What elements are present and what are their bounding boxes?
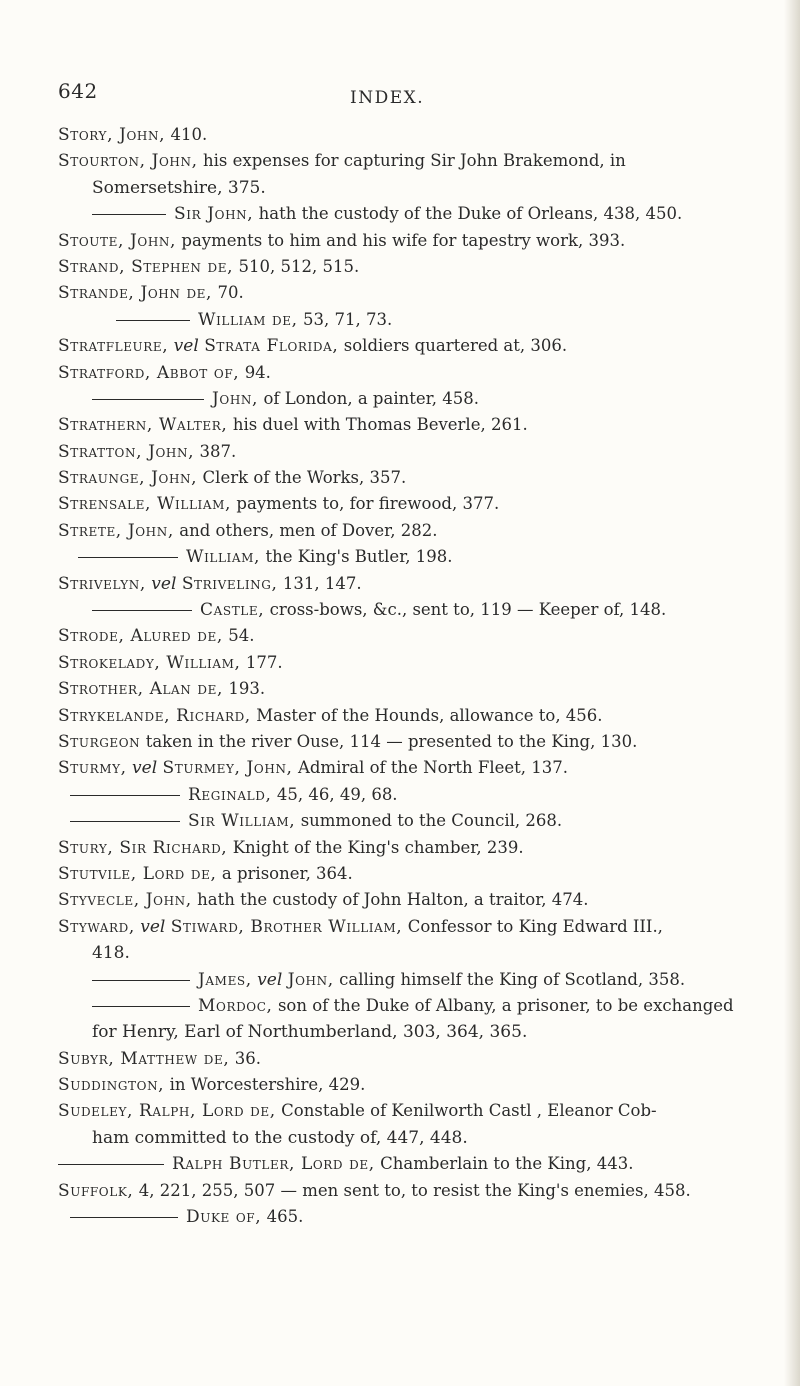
- index-subentry: Castle, cross-bows, &c., sent to, 119 — Keeper of, 148.: [0, 597, 800, 623]
- ditto-dash: [70, 1217, 178, 1218]
- index-entry: Styward, vel Stiward, Brother William, Confessor to King Edward III.,: [58, 916, 663, 937]
- index-entry: Subyr, Matthew de, 36.: [58, 1048, 261, 1069]
- index-entry: Sudeley, Ralph, Lord de, Constable of Kenilworth Castl , Eleanor Cob-: [58, 1101, 657, 1122]
- index-entry: Strathern, Walter, his duel with Thomas Beverle, 261.: [58, 415, 528, 436]
- index-entry: Strivelyn, vel Striveling, 131, 147.: [58, 573, 362, 594]
- ditto-dash: [116, 320, 190, 321]
- index-entry: Strande, John de, 70.: [58, 283, 244, 304]
- index-subentry: Sir John, hath the custody of the Duke of Orleans, 438, 450.: [0, 201, 800, 227]
- index-subentry: William de, 53, 71, 73.: [0, 307, 800, 333]
- index-entry: Stratford, Abbot of, 94.: [58, 362, 271, 383]
- index-entry: Straunge, John, Clerk of the Works, 357.: [58, 468, 407, 489]
- ditto-dash: [70, 821, 180, 822]
- index-entry: Stutvile, Lord de, a prisoner, 364.: [58, 863, 353, 884]
- ditto-dash: [78, 557, 178, 558]
- index-subentry: Mordoc, son of the Duke of Albany, a prisoner, to be exchanged: [0, 993, 800, 1019]
- ditto-dash: [92, 1006, 190, 1007]
- index-subentry: William, the King's Butler, 198.: [0, 544, 800, 570]
- index-subentry: Duke of, 465.: [0, 1204, 800, 1230]
- index-entry: Strensale, William, payments to, for firewood, 377.: [58, 494, 500, 515]
- index-entry: Strykelande, Richard, Master of the Hounds, allowance to, 456.: [58, 705, 603, 726]
- index-entry: Sturmy, vel Sturmey, John, Admiral of the North Fleet, 137.: [58, 758, 569, 779]
- index-entry: Stury, Sir Richard, Knight of the King's chamber, 239.: [58, 837, 524, 858]
- index-entry: Strokelady, William, 177.: [58, 652, 283, 673]
- page-number: 642: [58, 79, 98, 103]
- index-entry: Strode, Alured de, 54.: [58, 626, 255, 647]
- index-entry: Strete, John, and others, men of Dover, 282.: [58, 520, 438, 541]
- index-subentry: Reginald, 45, 46, 49, 68.: [0, 782, 800, 808]
- index-entry-continuation: Somersetshire, 375.: [92, 177, 266, 198]
- index-entry: Stratton, John, 387.: [58, 441, 237, 462]
- ditto-dash: [92, 980, 190, 981]
- index-subentry: Ralph Butler, Lord de, Chamberlain to the King, 443.: [0, 1151, 800, 1177]
- index-entry-continuation: 418.: [92, 943, 130, 964]
- index-entry: Strand, Stephen de, 510, 512, 515.: [58, 256, 360, 277]
- ditto-dash: [92, 610, 192, 611]
- index-entry-continuation: ham committed to the custody of, 447, 448.: [92, 1127, 468, 1148]
- index-entry: Strother, Alan de, 193.: [58, 679, 266, 700]
- index-entry: Stratfleure, vel Strata Florida, soldiers quartered at, 306.: [58, 336, 568, 357]
- index-entry-continuation: for Henry, Earl of Northumberland, 303, 364, 365.: [92, 1022, 528, 1043]
- index-entry: Suddington, in Worcestershire, 429.: [58, 1075, 366, 1096]
- ditto-dash: [92, 399, 204, 400]
- index-entry: Stourton, John, his expenses for capturing Sir John Brakemond, in: [58, 151, 626, 172]
- running-head: INDEX.: [350, 88, 425, 108]
- index-subentry: Sir William, summoned to the Council, 268.: [0, 808, 800, 834]
- ditto-dash: [58, 1164, 164, 1165]
- index-entry: Story, John, 410.: [58, 125, 208, 145]
- index-subentry: John, of London, a painter, 458.: [0, 386, 800, 412]
- index-subentry: James, vel John, calling himself the King of Scotland, 358.: [0, 967, 800, 993]
- index-entries: [0, 122, 800, 1230]
- index-entry: Suffolk, 4, 221, 255, 507 — men sent to, to resist the King's enemies, 458.: [58, 1180, 691, 1201]
- ditto-dash: [70, 795, 180, 796]
- index-entry: Sturgeon taken in the river Ouse, 114 — presented to the King, 130.: [58, 731, 638, 752]
- index-entry: Styvecle, John, hath the custody of John Halton, a traitor, 474.: [58, 890, 589, 911]
- ditto-dash: [92, 214, 166, 215]
- index-entry: Stoute, John, payments to him and his wife for tapestry work, 393.: [58, 230, 626, 251]
